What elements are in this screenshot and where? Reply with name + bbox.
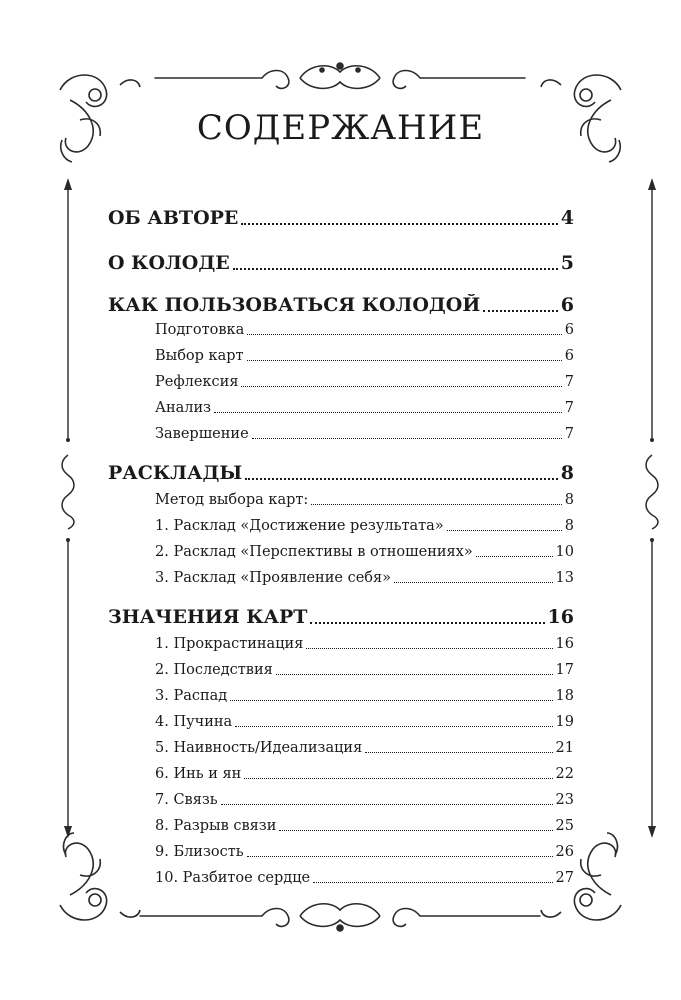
toc-page-number: 25 (555, 818, 574, 834)
toc-subsection-entry[interactable] (108, 374, 574, 390)
toc-entry-label: Выбор карт (155, 348, 244, 364)
toc-page-number: 10 (555, 544, 574, 560)
toc-entry-label: Метод выбора карт: (155, 492, 309, 508)
toc-page-number: 5 (560, 252, 574, 274)
toc-entry-label: Анализ (155, 400, 212, 416)
toc-page-number: 22 (555, 766, 574, 782)
toc-subsection-entry[interactable] (108, 662, 574, 678)
dot-leader (483, 310, 557, 312)
toc-page-number: 16 (555, 636, 574, 652)
toc-subsection-entry[interactable] (108, 844, 574, 860)
toc-entry-label: 6. Инь и ян (155, 766, 242, 782)
dot-leader (447, 530, 562, 531)
toc-section-entry[interactable] (108, 606, 574, 628)
toc-section-entry[interactable] (108, 252, 574, 274)
toc-subsection-entry[interactable] (108, 322, 574, 338)
dot-leader (245, 478, 558, 480)
toc-entry-label: КАК ПОЛЬЗОВАТЬСЯ КОЛОДОЙ (108, 294, 481, 316)
toc-page-number: 26 (555, 844, 574, 860)
toc-entry-label: 5. Наивность/Идеализация (155, 740, 363, 756)
toc-entry-label: Подготовка (155, 322, 245, 338)
dot-leader (276, 674, 553, 675)
toc-entry-label: 3. Распад (155, 688, 228, 704)
dot-leader (235, 726, 552, 727)
toc-page-number: 19 (555, 714, 574, 730)
dot-leader (244, 778, 552, 779)
dot-leader (247, 856, 553, 857)
toc-section-entry[interactable] (108, 294, 574, 316)
toc-subsection-entry[interactable] (108, 348, 574, 364)
toc-subsection-entry[interactable] (108, 792, 574, 808)
toc-subsection-entry[interactable] (108, 818, 574, 834)
toc-page-number: 21 (555, 740, 574, 756)
toc-subsection-entry[interactable] (108, 766, 574, 782)
toc-page-number: 7 (564, 374, 574, 390)
toc-page-number: 8 (564, 492, 574, 508)
toc-page-number: 16 (547, 606, 574, 628)
dot-leader (311, 504, 561, 505)
top-center-ornament (262, 63, 420, 88)
dot-leader (247, 360, 562, 361)
toc-page-number: 8 (564, 518, 574, 534)
toc-subsection-entry[interactable] (108, 518, 574, 534)
toc-page-number: 6 (564, 322, 574, 338)
toc-page-number: 27 (555, 870, 574, 886)
dot-leader (313, 882, 552, 883)
toc-subsection-entry[interactable] (108, 688, 574, 704)
toc-entry-label: Завершение (155, 426, 249, 442)
toc-subsection-entry[interactable] (108, 570, 574, 586)
toc-page-number: 7 (564, 400, 574, 416)
toc-page-number: 8 (560, 462, 574, 484)
toc-entry-label: 2. Расклад «Перспективы в отношениях» (155, 544, 473, 560)
toc-section-entry[interactable] (108, 462, 574, 484)
dot-leader (306, 648, 552, 649)
dot-leader (230, 700, 552, 701)
toc-entry-label: Рефлексия (155, 374, 239, 390)
toc-entry-label: 3. Расклад «Проявление себя» (155, 570, 392, 586)
dot-leader (394, 582, 553, 583)
toc-entry-label: 9. Близость (155, 844, 244, 860)
dot-leader (214, 412, 562, 413)
dot-leader (279, 830, 552, 831)
toc-entry-label: 7. Связь (155, 792, 218, 808)
toc-entry-label: 10. Разбитое сердце (155, 870, 311, 886)
dot-leader (252, 438, 562, 439)
toc-entry-label: 2. Последствия (155, 662, 273, 678)
dot-leader (365, 752, 552, 753)
dot-leader (221, 804, 553, 805)
dot-leader (241, 223, 557, 225)
toc-entry-label: 1. Расклад «Достижение результата» (155, 518, 444, 534)
toc-subsection-entry[interactable] (108, 740, 574, 756)
toc-page-number: 17 (555, 662, 574, 678)
toc-page-number: 4 (560, 207, 574, 229)
dot-leader (310, 622, 544, 624)
toc-subsection-entry[interactable] (108, 426, 574, 442)
bottom-center-ornament (262, 904, 420, 931)
toc-entry-label: 8. Разрыв связи (155, 818, 277, 834)
toc-section-entry[interactable] (108, 207, 574, 229)
toc-page-number: 6 (560, 294, 574, 316)
toc-entry-label: 1. Прокрастинация (155, 636, 304, 652)
toc-page-number: 6 (564, 348, 574, 364)
dot-leader (233, 268, 558, 270)
toc-page-number: 7 (564, 426, 574, 442)
toc-entry-label: РАСКЛАДЫ (108, 462, 243, 484)
toc-subsection-entry[interactable] (108, 714, 574, 730)
toc-entry-label: 4. Пучина (155, 714, 233, 730)
toc-page-number: 23 (555, 792, 574, 808)
page-title: СОДЕРЖАНИЕ (196, 108, 485, 148)
toc-subsection-entry[interactable] (108, 870, 574, 886)
toc-page-number: 13 (555, 570, 574, 586)
dot-leader (247, 334, 562, 335)
toc-entry-label: О КОЛОДЕ (108, 252, 230, 274)
toc-subsection-entry[interactable] (108, 544, 574, 560)
toc-subsection-entry[interactable] (108, 636, 574, 652)
toc-entry-label: ЗНАЧЕНИЯ КАРТ (108, 606, 308, 628)
dot-leader (476, 556, 553, 557)
dot-leader (241, 386, 561, 387)
toc-subsection-entry[interactable] (108, 400, 574, 416)
toc-entry-label: ОБ АВТОРЕ (108, 207, 239, 229)
toc-page-number: 18 (555, 688, 574, 704)
toc-subsection-entry[interactable] (108, 492, 574, 508)
